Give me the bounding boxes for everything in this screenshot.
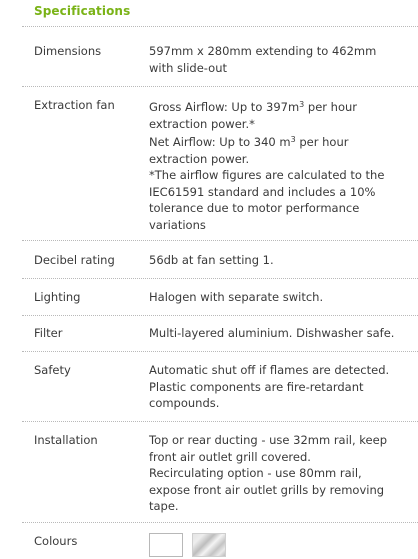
specifications-heading: Specifications [34,4,131,18]
divider [22,421,418,422]
colour-swatch-white[interactable] [149,533,183,557]
spec-label-safety: Safety [34,363,71,377]
value-line: Automatic shut off if flames are detected. [149,363,390,377]
spec-label-lighting: Lighting [34,290,81,304]
gross-airflow [149,99,411,132]
spec-label-installation: Installation [34,433,98,447]
spec-label-decibel-rating: Decibel rating [34,253,115,267]
spec-label-dimensions: Dimensions [34,44,102,58]
value-line: compounds. [149,396,220,410]
value-line: Top or rear ducting - use 32mm rail, keep [149,433,388,447]
divider [22,522,418,523]
spec-label-colours: Colours [34,534,78,548]
divider [22,315,418,316]
divider [22,26,418,27]
airflow-note: variations [149,217,206,232]
divider [22,86,418,87]
airflow-note: IEC61591 standard and includes a 10% [149,184,376,199]
spec-value-lighting: Halogen with separate switch. [149,290,324,304]
divider [22,240,418,241]
airflow-note: tolerance due to motor performance [149,201,360,215]
spec-value-installation [149,432,411,515]
value-line: Plastic components are fire-retardant [149,379,364,394]
value-line: tape. [149,499,179,513]
value-line: expose front air outlet grills by removing [149,482,385,497]
spec-label-extraction-fan: Extraction fan [34,98,115,112]
spec-value-dimensions [149,43,411,76]
value-line: with slide-out [149,60,228,75]
airflow-note: *The airflow figures are calculated to the [149,168,385,182]
value-line: 597mm x 280mm extending to 462mm [149,44,377,58]
spec-value-filter: Multi-layered aluminium. Dishwasher safe. [149,326,395,340]
spec-label-filter: Filter [34,326,63,340]
value-line: front air outlet grill covered. [149,449,311,464]
divider [22,278,418,279]
net-airflow-text-2: extraction power. [149,151,250,166]
net-airflow-unit: per hour [295,135,349,149]
spec-value-extraction-fan [149,99,411,233]
gross-airflow-unit: per hour [304,100,358,114]
superscript: 3 [299,100,305,109]
net-airflow [149,134,411,233]
gross-airflow-text: Gross Airflow: Up to 397m [149,100,300,114]
net-airflow-text: Net Airflow: Up to 340 m [149,135,291,149]
divider [22,351,418,352]
value-line: Recirculating option - use 80mm rail, [149,466,362,480]
gross-airflow-text-2: extraction power.* [149,116,255,131]
spec-value-decibel-rating: 56db at fan setting 1. [149,253,274,267]
colour-swatch-stainless-steel[interactable] [192,533,226,557]
spec-value-safety [149,362,411,412]
superscript: 3 [290,135,296,144]
